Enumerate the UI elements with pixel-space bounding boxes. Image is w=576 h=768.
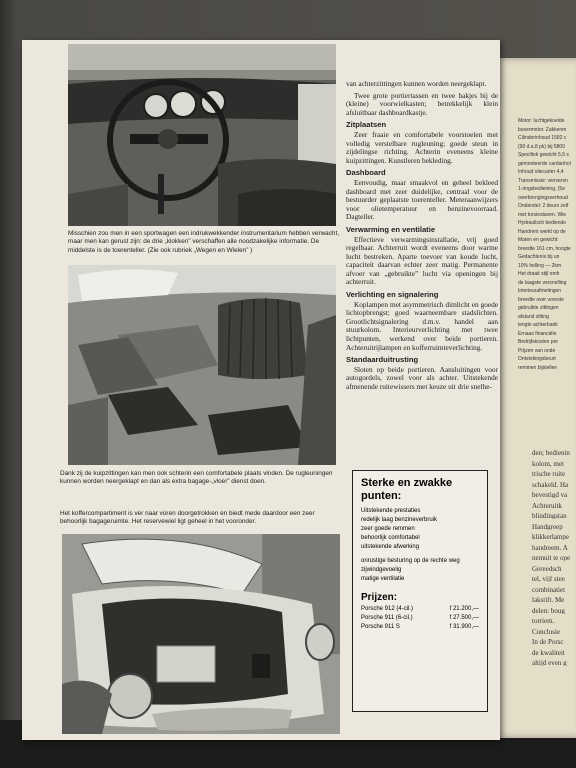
dashboard-caption: Misschien zou men in een sportwagen een indrukwekkender instrumentarium hebben verwacht, maar men kan gerust zijn: de drie „klokken” verschaffen alle noodzakelijke informatie. De middelste is de toerenteller. (Zie ook rubriek „Wegen en Wielen” ): [68, 230, 340, 254]
adjacent-page: [492, 58, 576, 738]
strengths-weaknesses-box: [352, 470, 488, 712]
trunk-photo: [62, 534, 340, 734]
section-body-seats: Zeer fraaie en comfortabele voorstoelen met volledig verstelbare rugleuning; goede steun in zijdelingse richting. Achterin eveneens kleine kuipzittingen. Kunstleren bekleding.: [346, 129, 498, 165]
adjacent-page-line: Transmissie: vierversn: [518, 177, 568, 184]
section-heading-dashboard: Dashboard: [346, 168, 386, 178]
rear-seats-caption: Dank zij de kuipzittingen kan men ook schterin een comfortabele plaats vinden. De rugleuningen kunnen worden neergeklapt en dan als extra bagage-„vloer” dienst doen.: [60, 470, 333, 486]
intro-paragraph: van achterzittingen kunnen worden neergeklapt.: [346, 79, 487, 88]
adjacent-page-line: delen: boug: [532, 607, 565, 614]
price-value: f 27.500,—: [449, 615, 479, 621]
adjacent-page-line: klikkerlampe: [532, 534, 569, 540]
list-item: redelijk laag benzineverbruik: [361, 517, 438, 523]
adjacent-page-line: In de Porsc: [532, 639, 564, 645]
list-item: matige ventilatie: [361, 576, 405, 582]
box-title: Sterke en zwakke punten:: [361, 477, 453, 502]
section-heading-lighting: Verlichting en signalering: [346, 290, 439, 300]
adjacent-page-line: 1-ringsbediening, (5e: [518, 186, 565, 192]
rear-seats-photo: [68, 265, 336, 465]
prices-title: Prijzen:: [361, 592, 398, 603]
price-row: [361, 623, 479, 632]
price-model: Porsche 911 S: [361, 624, 400, 630]
adjacent-page-line: Handgreep: [532, 523, 563, 530]
price-value: f 31.900,—: [449, 624, 479, 630]
adjacent-page-line: Gedachtenis bij un: [518, 254, 560, 260]
trunk-caption: Het koffercompartiment is ver naar voren doorgetrokken en biedt mede daardoor een zeer behoorlijk bagageruimte. Het reservewiel ligt geheel in het vooronder.: [60, 510, 315, 526]
adjacent-page-line: Handrem werkt op de: [518, 228, 566, 235]
adjacent-page-line: Inhoud oliecarter 4,4: [518, 169, 564, 175]
intro-paragraph-2: Twee grote portiertassen en twee bakjes bij de (kleine) voorwielkasten; betrekkelijk klein afsluitbaar dashboardkastje.: [346, 90, 498, 117]
rear-seats-illustration: [68, 265, 336, 465]
section-heading-seats: Zitplaatsen: [346, 120, 387, 130]
list-item: zijwindgevoelig: [361, 567, 402, 573]
weaknesses-list: [361, 557, 479, 584]
adjacent-page-line: Interieurafmetingen: [518, 288, 562, 294]
price-model: Porsche 911: [361, 615, 395, 621]
adjacent-page-line: Specifiek gewicht 5,5 s: [518, 152, 569, 158]
prices-table: [361, 605, 479, 632]
strengths-list: [361, 507, 479, 552]
price-row: [361, 614, 479, 623]
adjacent-page-line: nemuit te ope: [532, 555, 571, 561]
adjacent-page-line: overbrengingsverhoud: [518, 194, 568, 201]
adjacent-page-line: Cilinderinhoud 1582 c: [518, 135, 567, 141]
adjacent-page-line: remmen bijstellen: [518, 364, 558, 371]
adjacent-page-line: Prijzen van onde: [518, 347, 556, 354]
adjacent-page-line: boxermotor. Zakkenm: [518, 126, 567, 133]
adjacent-page-line: Ernaas financiële: [518, 330, 557, 337]
section-heading-heating: Verwarming en ventilatie: [346, 224, 436, 234]
adjacent-page-line: Gereedsch: [532, 565, 562, 572]
list-item: behoorlijk comfortabel: [361, 535, 420, 541]
adjacent-page-line: tel, vijf stee: [532, 576, 565, 582]
section-heading-equipment: Standaarduitrusting: [346, 355, 419, 365]
adjacent-page-line: breedte 161 cm, hoogte: [518, 245, 571, 252]
price-cyl: (4-cil.): [396, 606, 414, 612]
list-item: uitstekende afwerking: [361, 544, 420, 550]
adjacent-page-line: schakeld. Ha: [532, 481, 569, 488]
price-cyl: (6-cil.): [395, 615, 413, 621]
adjacent-page-line: lengte achterbank: [518, 322, 558, 328]
adjacent-page-line: altijd even g: [532, 660, 567, 666]
list-item: zeer goede remmen: [361, 526, 415, 532]
section-body-heating: Effectieve verwarmingsinstallatie, vrij goed regelbaar. Achterruit wordt eveneens door warme lucht bestreken. Aparte toevoer van koude lucht, capaciteit daarvan echter zeer matig. Permanente afvoer van „gebruikte” lucht via openingen bij achterruit.: [346, 234, 498, 287]
adjacent-page-line: (90 d.a.8 pk) bij 5800: [518, 143, 565, 150]
adjacent-page-line: Ontstekingsbeurt: [518, 356, 556, 362]
adjacent-page-line: Het draait stijl omh: [518, 271, 560, 277]
adjacent-page-line: Hydraulisch bediende: [518, 220, 567, 226]
adjacent-page-line: kolom, met: [532, 460, 564, 467]
adjacent-page-line: breedte over voorste: [518, 296, 564, 303]
section-body-equipment: Sloten op beide portieren. Aansluitingen voor autogordels, zowel voor als achter. Uitstekende afmenende ruitewissers met keuze uit drie snelhe-: [346, 364, 498, 391]
adjacent-page-line: lakstift. Me: [532, 597, 565, 603]
adjacent-page-line: handreem. A: [532, 544, 568, 551]
adjacent-page-line: Achteruitk: [532, 502, 562, 509]
dashboard-photo: [68, 44, 336, 226]
adjacent-page-line: trische ruite: [532, 471, 566, 477]
magazine-page: [22, 40, 500, 740]
adjacent-page-line: Motor: luchtgekoelde: [518, 118, 565, 124]
adjacent-page-line: Onderstel: 2 deurs zelf: [518, 203, 569, 209]
adjacent-page-line: gebruikte zittingen: [518, 305, 559, 311]
list-item: Uitstekende prestaties: [361, 508, 421, 514]
adjacent-page-line: de laagste versnelling: [518, 279, 567, 286]
adjacent-page-line: combinatiet: [532, 586, 566, 593]
section-body-dashboard: Eenvoudig, maar smaakvol en geheel bekleed dashboard met zeer duidelijke, centraal voor de bestuurder geplaatste toerenteller. Meteraanwijzers voor olietemperatuur en benzinevoorraad. Dagteller.: [346, 177, 498, 222]
adjacent-page-line: blindingstan: [532, 513, 567, 519]
adjacent-page-line: 10% helling — 2km: [518, 262, 562, 269]
price-model: Porsche 912: [361, 606, 395, 612]
adjacent-page-line: Conclusie: [532, 628, 560, 635]
article-column: [346, 80, 498, 395]
adjacent-page-line: bevestigd va: [532, 492, 568, 498]
adjacent-page-line: Bedrijfskosten per: [518, 339, 559, 345]
adjacent-page-line: afstand zitting: [518, 313, 549, 320]
price-value: f 21.200,—: [449, 606, 479, 612]
adjacent-page-line: gemonteerde cardanhol: [518, 160, 571, 167]
adjacent-page-line: torriem.: [532, 618, 555, 624]
price-row: [361, 605, 479, 614]
adjacent-page-line: de kwaliteit: [532, 649, 565, 656]
section-body-lighting: Koplampen met asymmetrisch dimlicht en goede lichtopbrengst; goed waarneembare stadslichten. Grootlichtsignalering d.m.v. handel aan stuurkolom. Interieurverlichting met twee lichtpunten, werkend over beide portieren. Achteruitrijlampen en kofferruimteverlichting.: [346, 299, 498, 352]
adjacent-page-line: Maten en gewicht:: [518, 237, 559, 243]
adjacent-page-line: den; bedienin: [532, 450, 570, 456]
list-item: onrustige besturing op de rechte weg: [361, 558, 460, 564]
adjacent-page-line: met torsiestaven. Wie: [518, 211, 567, 218]
trunk-illustration: [62, 534, 340, 734]
dashboard-illustration: [68, 44, 336, 226]
